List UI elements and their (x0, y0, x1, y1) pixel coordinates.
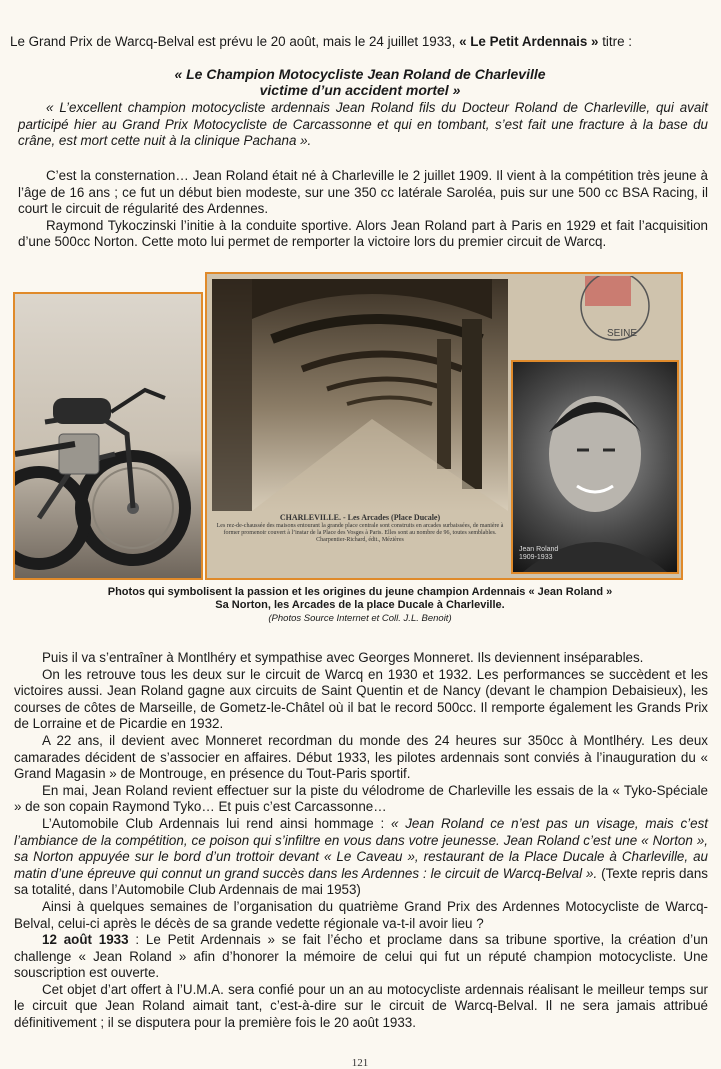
caption-source: (Photos Source Internet et Coll. J.L. Benoit) (268, 613, 452, 624)
body-paragraph-6: Ainsi à quelques semaines de l’organisation du quatrième Grand Prix des Ardennes Motocycliste de Warcq-Belval, celui-ci après le décès de sa grande vedette régionale va-t-il avoir lieu ? (14, 898, 708, 931)
portrait-illustration (513, 362, 677, 572)
postcard-caption (215, 514, 505, 544)
biography-section (18, 168, 708, 251)
norton-motorcycle-photo (13, 292, 203, 580)
tribute-source: (Texte repris dans sa totalité, dans l’Automobile Club Ardennais de mai 1953) (14, 865, 708, 898)
bio-paragraph-1: C’est la consternation… Jean Roland était né à Charleville le 2 juillet 1909. Il vient à la compétition très jeune à l’âge de 16 ans ; ce fut un début bien modeste, sur une 350 cc latérale Saroléa, puis sur une 500 cc BSA Racing, il court le circuit de régularité des Ardennes. (18, 168, 708, 217)
jean-roland-portrait (511, 360, 679, 574)
postcard-title: CHARLEVILLE. - Les Arcades (Place Ducale) (279, 513, 441, 522)
postcard-editor: Charpentier-Richard, édit., Mézières (316, 537, 404, 543)
bio-paragraph-2: Raymond Tykoczinski l’initie à la conduite sportive. Alors Jean Roland part à Paris en 1929 et fait l’acquisition d’une 500cc Norton. Cette moto lui permet de remporter la victoire lors du premier circuit de Warcq. (18, 217, 708, 250)
tribute-intro: L’Automobile Club Ardennais lui rend ainsi hommage : (42, 815, 391, 831)
arcades-photo (212, 279, 508, 511)
headline-line-2: victime d’un accident mortel » (259, 82, 461, 98)
tribute-quote: « Jean Roland ce n’est pas un visage, mais c’est l’ambiance de la compétition, ce poison qui s’infiltre en vous dans votre jeunesse. Jean Roland c’est une « Norton », sa Norton appuyée sur le bord d’un trottoir devant « Le Caveau », restaurant de la Place Ducale à Charleville, au matin d’une épreuve qui connut un grand succès dans les Ardennes : le circuit de Warcq-Belval ». (14, 815, 708, 881)
body-paragraph-1: Puis il va s’entraîner à Montlhéry et sympathise avec Georges Monneret. Ils deviennent inséparables. (42, 650, 644, 665)
photo-collage (10, 272, 690, 582)
headline-line-1: « Le Champion Motocycliste Jean Roland de Charleville (174, 66, 546, 82)
body-paragraph-7 (14, 932, 708, 982)
arcades-postcard-panel (205, 272, 683, 580)
photo-caption (40, 586, 680, 625)
portrait-years: 1909-1933 (519, 554, 553, 561)
postcard-text: Les rez-de-chaussée des maisons entourant la grande place centrale sont construits en arcades surbaissées, de manière à former promenoir couvert à l’instar de la Place des Vosges à Paris. Elles sont au nombre de 96, toutes semblables. (216, 523, 504, 536)
body-paragraph-2: On les retrouve tous les deux sur le circuit de Warcq en 1930 et 1932. Les performances se succèdent et les victoires aussi. Jean Roland gagne aux circuits de Saint Quentin et de Nancy (devant le champion Debaisieux), les courses de côtes de Marseille, de Gometz-le-Châtel où il bat le record 500cc. Il remporte également les Grands Prix de Lorraine et de Picardie en 1932. (14, 666, 708, 732)
caption-line-1: Photos qui symbolisent la passion et les origines du jeune champion Ardennais « Jean Roland » (107, 586, 613, 598)
portrait-label (519, 546, 558, 562)
challenge-text: : Le Petit Ardennais » se fait l’écho et proclame dans sa tribune sportive, la création d’un challenge « Jean Roland » afin d’honorer la mémoire de celui qui fut un réputé champion motocycliste. Une souscription est ouverte. (14, 932, 708, 981)
body-paragraph-4: En mai, Jean Roland revient effectuer sur la piste du vélodrome de Charleville les essais de la « Tyko-Spéciale » de son copain Raymond Tyko… Et puis c’est Carcassonne… (14, 782, 708, 815)
portrait-name: Jean Roland (519, 546, 559, 553)
article-body (14, 650, 708, 1032)
quote-text: « L’excellent champion motocycliste ardennais Jean Roland fils du Docteur Roland de Charleville, qui avait participé hier au Grand Prix Motocycliste de Carcassonne et qui en tombant, s’est fait une fracture à la base du crâne, est mort cette nuit à la clinique Pachana ». (18, 100, 708, 149)
newspaper-quote (18, 100, 708, 150)
caption-line-2: Sa Norton, les Arcades de la place Ducale à Charleville. (215, 599, 505, 611)
body-paragraph-3: A 22 ans, il devient avec Monneret recordman du monde des 24 heures sur 350cc à Montlhéry. Les deux camarades décident de s’associer en affaires. Début 1933, les pilotes ardennais sont conviés à l’inauguration du « Grand Magasin » de Montrouge, en présence du Tout-Paris sportif. (14, 732, 708, 782)
intro-paragraph (10, 34, 710, 51)
body-paragraph-8: Cet objet d’art offert à l’U.M.A. sera confié pour un an au motocycliste ardennais réalisant le meilleur temps sur le circuit que Jean Roland aimait tant, c’est-à-dire sur le circuit de Warcq-Belval. Il ne sera jamais attribué définitivement ; il se disputera pour la première fois le 20 août 1933. (14, 981, 708, 1031)
intro-suffix: titre : (598, 34, 632, 49)
postmark-stamp (567, 276, 683, 346)
page-number: 121 (351, 1057, 369, 1069)
newspaper-name: « Le Petit Ardennais » (459, 34, 599, 49)
intro-text: Le Grand Prix de Warcq-Belval est prévu le 20 août, mais le 24 juillet 1933, (10, 34, 460, 49)
motorcycle-illustration (15, 294, 201, 578)
arcades-illustration (212, 279, 508, 511)
newspaper-headline (60, 66, 660, 98)
body-paragraph-5 (14, 816, 708, 899)
date-highlight: 12 août 1933 (42, 932, 129, 948)
postmark-text: SEINE (607, 328, 638, 339)
